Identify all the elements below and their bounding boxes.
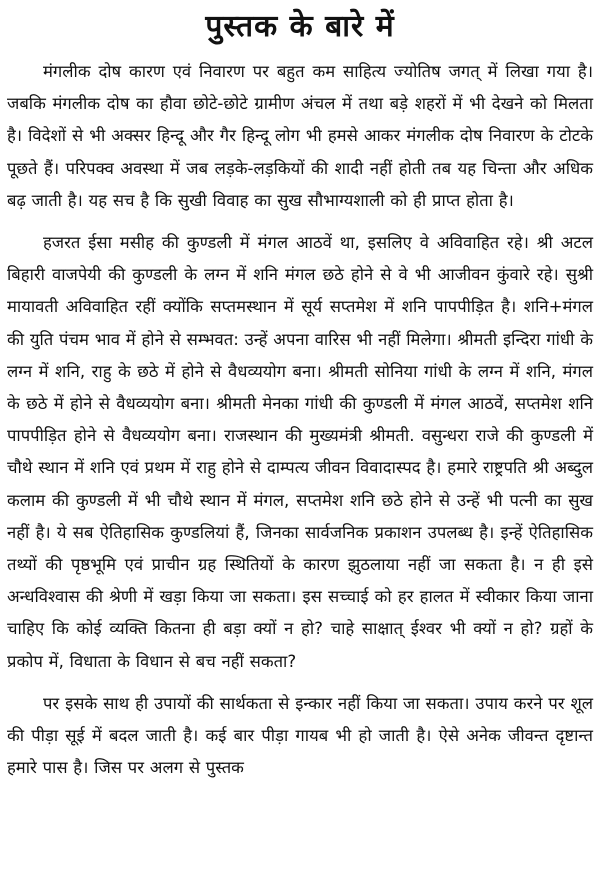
page-title: पुस्तक के बारे में	[205, 9, 395, 44]
document-body	[7, 56, 593, 784]
paragraph-3: पर इसके साथ ही उपायों की सार्थकता से इन्कार नहीं किया जा सकता। उपाय करने पर शूल की पीड़ा सूई में बदल जाती है। कई बार पीड़ा गायब भी हो जाती है। ऐसे अनेक जीवन्त दृष्टान्त हमारे पास है। जिस पर अलग से पुस्तक	[7, 693, 593, 778]
paragraph-2: हजरत ईसा मसीह की कुण्डली में मंगल आठवें था, इसलिए वे अविवाहित रहे। श्री अटल बिहारी वाजपेयी की कुण्डली के लग्न में शनि मंगल छठे होने से वे भी आजीवन कुंवारे रहे। सुश्री मायावती अविवाहित रहीं क्योंकि सप्तमस्थान में सूर्य सप्तमेश में शनि पापपीड़ित है। शनि+मंगल की युति पंचम भाव में होने से सम्भवत: उन्हें अपना वारिस भी नहीं मिलेगा। श्रीमती इन्दिरा गांधी के लग्न में शनि, राहु के छठे में होने से वैधव्ययोग बना। श्रीमती सोनिया गांधी के लग्न में शनि, मंगल के छठे में होने से वैधव्ययोग बना। श्रीमती मेनका गांधी की कुण्डली में मंगल आठवें, सप्तमेश शनि पापपीड़ित होने से वैधव्ययोग बना। राजस्थान की मुख्यमंत्री श्रीमती. वसुन्धरा राजे की कुण्डली में चौथे स्थान में शनि एवं प्रथम में राहु होने से दाम्पत्य जीवन विवादास्पद है। हमारे राष्ट्रपति श्री अब्दुल कलाम की कुण्डली में भी चौथे स्थान में मंगल, सप्तमेश शनि छठे होने से उन्हें भी पत्नी का सुख नहीं है। ये सब ऐतिहासिक कुण्डलियां हैं, जिनका सार्वजनिक प्रकाशन उपलब्ध है। इन्हें ऐतिहासिक तथ्यों की पृष्ठभूमि एवं प्राचीन ग्रह स्थितियों के कारण झुठलाया नहीं जा सकता है। न ही इसे अन्धविश्वास की श्रेणी में खड़ा किया जा सकता। इस सच्चाई को हर हालत में स्वीकार किया जाना चाहिए कि कोई व्यक्ति कितना ही बड़ा क्यों न हो? चाहे साक्षात् ईश्वर भी क्यों न हो? ग्रहों के प्रकोप में, विधाता के विधान से बच नहीं सकता?	[7, 233, 593, 671]
paragraph-1: मंगलीक दोष कारण एवं निवारण पर बहुत कम साहित्य ज्योतिष जगत् में लिखा गया है। जबकि मंगलीक दोष का हौवा छोटे-छोटे ग्रामीण अंचल में तथा बड़े शहरों में भी देखने को मिलता है। विदेशों से भी अक्सर हिन्दू और गैर हिन्दू लोग भी हमसे आकर मंगलीक दोष निवारण के टोटके पूछते हैं। परिपक्व अवस्था में जब लड़के-लड़कियों की शादी नहीं होती तब यह चिन्ता और अधिक बढ़ जाती है। यह सच है कि सुखी विवाह का सुख सौभाग्यशाली को ही प्राप्त होता है।	[7, 62, 593, 210]
